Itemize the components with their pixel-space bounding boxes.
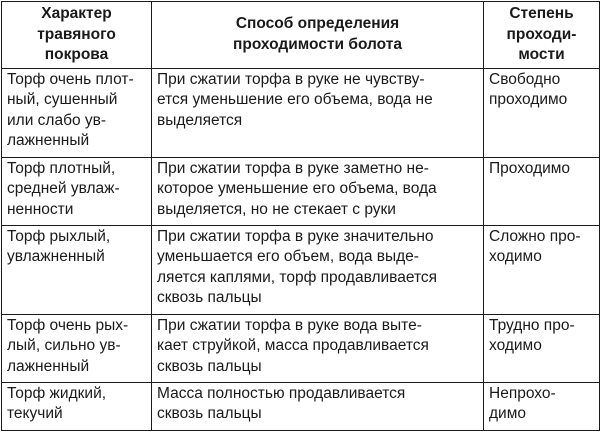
cell-degree: Трудно про- ходимо <box>484 314 600 382</box>
cell-degree: Сложно про- ходимо <box>484 225 600 314</box>
table-row <box>2 382 600 430</box>
cell-cover: Торф жидкий, текучий <box>2 382 152 430</box>
table-header <box>2 2 600 69</box>
cell-degree: Свободно проходимо <box>484 68 600 157</box>
cell-method: При сжатии торфа в руке заметно не- которое уменьшение его объема, вода выделяется, но не стекает с руки <box>152 157 484 225</box>
cell-method: При сжатии торфа в руке значительно уменьшается его объем, вода выде- ляется каплями, торф продавливается сквозь пальцы <box>152 225 484 314</box>
cell-cover: Торф плотный, средней увлаж- ненности <box>2 157 152 225</box>
table-body <box>2 68 600 430</box>
header-row <box>2 2 600 69</box>
bog-passability-table <box>1 1 600 431</box>
table-row <box>2 68 600 157</box>
cell-degree: Непрохо- димо <box>484 382 600 430</box>
table-row <box>2 157 600 225</box>
header-passability-degree: Степень проходи- мости <box>484 2 600 69</box>
cell-method: Масса полностью продавливается сквозь пальцы <box>152 382 484 430</box>
cell-method: При сжатии торфа в руке вода выте- кает струйкой, масса продавливается сквозь пальцы <box>152 314 484 382</box>
header-method: Способ определения проходимости болота <box>152 2 484 69</box>
header-cover-type: Характер травяного покрова <box>2 2 152 69</box>
cell-cover: Торф рыхлый, увлажненный <box>2 225 152 314</box>
cell-cover: Торф очень рых- лый, сильно ув- лажненный <box>2 314 152 382</box>
table-row <box>2 225 600 314</box>
cell-degree: Проходимо <box>484 157 600 225</box>
cell-method: При сжатии торфа в руке не чувству- ется уменьшение его объема, вода не выделяется <box>152 68 484 157</box>
cell-cover: Торф очень плот- ный, сушенный или слабо ув- лажненный <box>2 68 152 157</box>
table-row <box>2 314 600 382</box>
